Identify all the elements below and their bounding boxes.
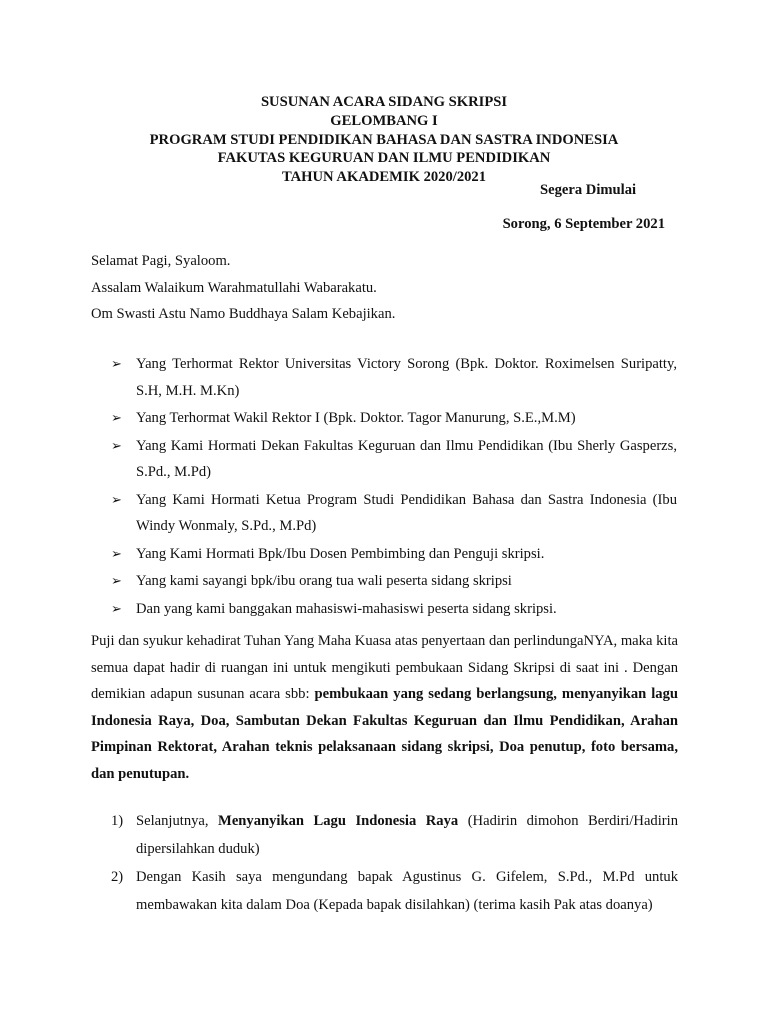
- list-item-text: Yang kami sayangi bpk/ibu orang tua wali peserta sidang skripsi: [136, 573, 512, 589]
- list-item: [111, 596, 677, 623]
- greeting-line: Assalam Walaikum Warahmatullahi Wabarakatu.: [91, 279, 377, 296]
- arrow-bullet-icon: ➢: [111, 600, 122, 616]
- title-line: TAHUN AKADEMIK 2020/2021: [281, 169, 487, 186]
- list-item: [111, 433, 677, 486]
- arrow-bullet-icon: ➢: [111, 410, 122, 425]
- greeting-line: Selamat Pagi, Syaloom.: [91, 253, 231, 269]
- list-item-text: Dan yang kami banggakan mahasiswi-mahasiswi peserta sidang skripsi.: [136, 600, 557, 617]
- list-item: [111, 487, 677, 540]
- list-item-text: Yang Terhormat Rektor Universitas Victory Sorong (Bpk. Doktor. Roximelsen Suripatty, S.H, M.H. M.Kn): [136, 356, 677, 399]
- greetings: [91, 248, 681, 328]
- list-item: [111, 405, 677, 432]
- item-text: Dengan Kasih saya mengundang bapak Agustinus G. Gifelem, S.Pd., M.Pd untuk membawakan kita dalam Doa (Kepada bapak disilahkan) (terima kasih Pak atas doanya): [136, 869, 678, 913]
- title-line: FAKUTAS KEGURUAN DAN ILMU PENDIDIKAN: [217, 150, 551, 167]
- arrow-bullet-icon: ➢: [111, 491, 122, 507]
- greeting-line: Om Swasti Astu Namo Buddhaya Salam Kebajikan.: [91, 306, 396, 322]
- item-number: 2): [111, 869, 124, 885]
- list-item: [111, 541, 677, 568]
- title-line: PROGRAM STUDI PENDIDIKAN BAHASA DAN SASTRA INDONESIA: [149, 131, 619, 148]
- list-item-text: Yang Terhormat Wakil Rektor I (Bpk. Doktor. Tagor Manurung, S.E.,M.M): [136, 410, 576, 426]
- item-text: (Hadirin dimohon Berdiri/Hadirin dipersilahkan duduk): [136, 813, 678, 857]
- agenda-summary: pembukaan yang sedang berlangsung, menyanyikan lagu Indonesia Raya, Doa, Sambutan Dekan Fakultas Keguruan dan Ilmu Pendidikan, Arahan Pimpinan Rektorat, Arahan teknis pelaksanaan sidang skripsi, Doa penutup, foto bersama, dan penutupan.: [91, 686, 678, 782]
- status-label: Segera Dimulai: [540, 182, 637, 198]
- document-title-block: [0, 93, 768, 187]
- item-number: 1): [111, 813, 124, 829]
- list-item: [111, 351, 677, 404]
- agenda-list: [111, 807, 678, 919]
- arrow-bullet-icon: ➢: [111, 573, 122, 588]
- title-line: GELOMBANG I: [330, 112, 438, 129]
- title-line: SUSUNAN ACARA SIDANG SKRIPSI: [260, 94, 508, 110]
- place-date: Sorong, 6 September 2021: [502, 216, 665, 232]
- intro-text: Puji dan syukur kehadirat Tuhan Yang Maha Kuasa atas penyertaan dan perlindungaNYA, maka kita semua dapat hadir di ruangan ini untuk mengikuti pembukaan Sidang Skripsi di saat ini . Dengan demikian adapun susunan acara sbb:: [91, 633, 678, 702]
- list-item-text: Yang Kami Hormati Dekan Fakultas Keguruan dan Ilmu Pendidikan (Ibu Sherly Gasperzs, S.Pd., M.Pd): [136, 437, 677, 480]
- list-item-text: Yang Kami Hormati Bpk/Ibu Dosen Pembimbing dan Penguji skripsi.: [136, 545, 545, 562]
- arrow-bullet-icon: ➢: [111, 356, 122, 371]
- agenda-item: [111, 863, 678, 919]
- item-text-bold: Menyanyikan Lagu Indonesia Raya: [218, 813, 459, 829]
- agenda-item: [111, 807, 678, 863]
- intro-paragraph: [91, 628, 678, 787]
- list-item-text: Yang Kami Hormati Ketua Program Studi Pendidikan Bahasa dan Sastra Indonesia (Ibu Windy Wonmaly, S.Pd., M.Pd): [136, 491, 677, 534]
- item-text: Selanjutnya,: [136, 813, 219, 829]
- arrow-bullet-icon: ➢: [111, 545, 122, 561]
- list-item: [111, 568, 677, 595]
- arrow-bullet-icon: ➢: [111, 437, 122, 453]
- salutation-list: [111, 351, 677, 623]
